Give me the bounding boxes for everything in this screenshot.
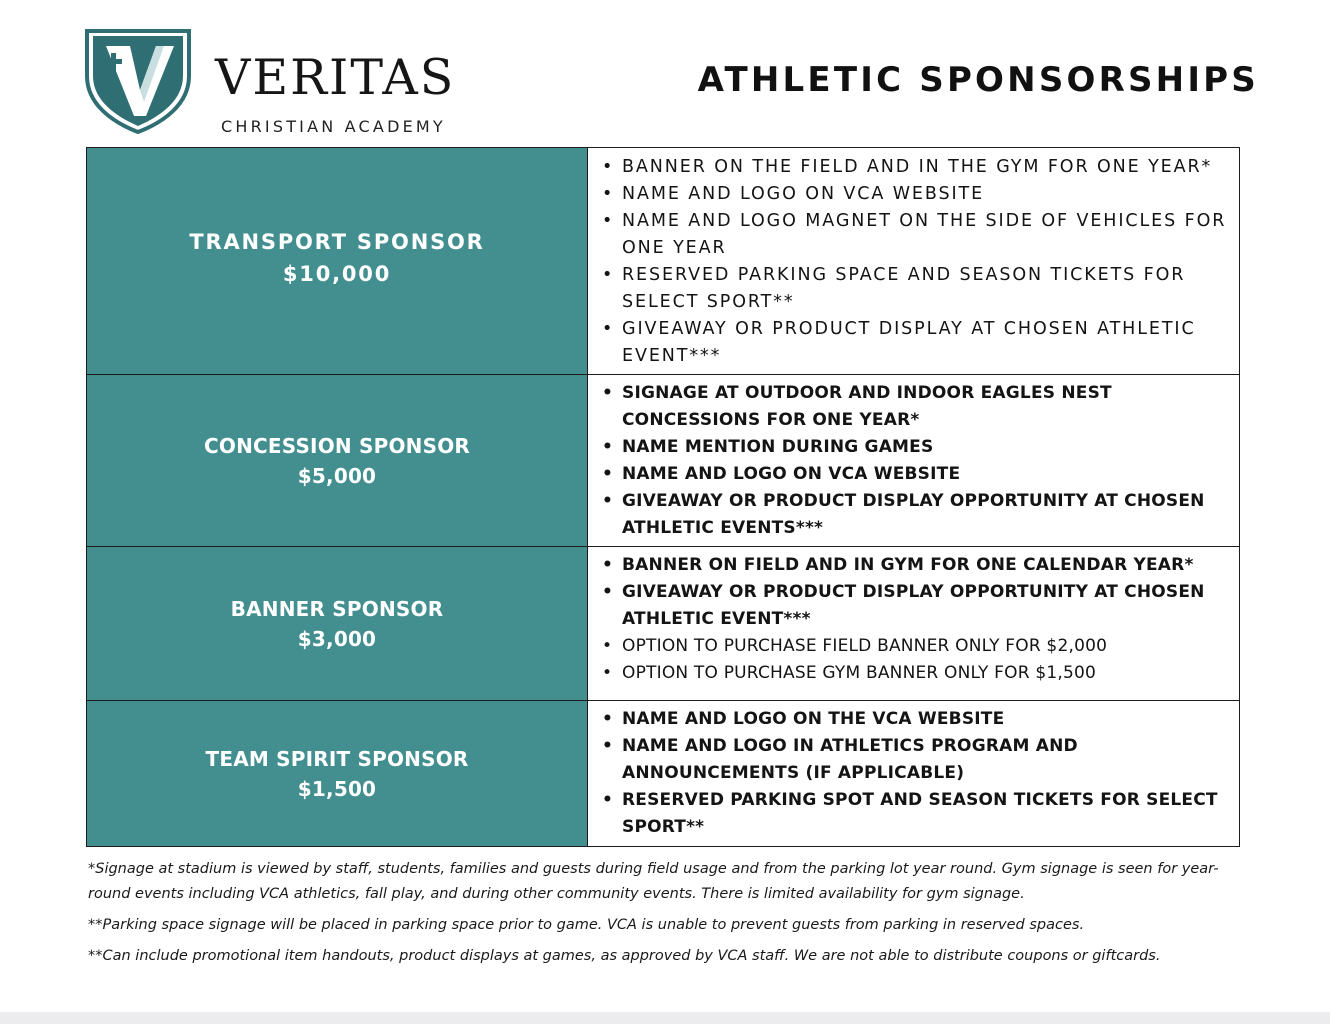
- tier-price: $10,000: [282, 262, 392, 286]
- benefit-item: • GIVEAWAY OR PRODUCT DISPLAY OPPORTUNITY AT CHOSEN ATHLETIC EVENT***: [600, 579, 1239, 633]
- table-row: [87, 375, 1240, 547]
- tier-name: TEAM SPIRIT SPONSOR: [205, 746, 469, 771]
- benefit-list: [600, 706, 1239, 841]
- tier-cell: [87, 547, 588, 701]
- footnote: *Signage at stadium is viewed by staff, students, families and guests during field usage and from the parking lot year round. Gym signage is seen for year-round events including VCA athletics, fall play, and during other community events. There is limited availability for gym signage.: [88, 861, 1219, 902]
- footnote: **Parking space signage will be placed in parking space prior to game. VCA is unable to prevent guests from parking in reserved spaces.: [88, 917, 1085, 933]
- tier-price: $1,500: [297, 776, 377, 801]
- tier-cell: [87, 148, 588, 375]
- benefits-cell: [588, 701, 1240, 847]
- benefit-item: • OPTION TO PURCHASE FIELD BANNER ONLY FOR $2,000: [600, 633, 1239, 660]
- sponsorship-table: [86, 147, 1240, 847]
- benefits-cell: [588, 375, 1240, 547]
- page-title: ATHLETIC SPONSORSHIPS: [697, 60, 1259, 100]
- benefit-item: • RESERVED PARKING SPOT AND SEASON TICKETS FOR SELECT SPORT**: [600, 787, 1239, 841]
- tier-name: TRANSPORT SPONSOR: [189, 230, 485, 254]
- benefit-item: • GIVEAWAY OR PRODUCT DISPLAY OPPORTUNITY AT CHOSEN ATHLETIC EVENTS***: [600, 488, 1239, 542]
- benefit-item: • NAME AND LOGO ON VCA WEBSITE: [600, 181, 1239, 208]
- footnote: **Can include promotional item handouts, product displays at games, as approved by VCA staff. We are not able to distribute coupons or giftcards.: [88, 948, 1161, 964]
- benefit-item: • SIGNAGE AT OUTDOOR AND INDOOR EAGLES NEST CONCESSIONS FOR ONE YEAR*: [600, 380, 1239, 434]
- school-logo: [84, 24, 484, 136]
- benefit-item: • BANNER ON FIELD AND IN GYM FOR ONE CALENDAR YEAR*: [600, 552, 1239, 579]
- brand-subtitle: CHRISTIAN ACADEMY: [221, 117, 446, 136]
- benefit-item: • NAME AND LOGO ON VCA WEBSITE: [600, 461, 1239, 488]
- benefit-item: • GIVEAWAY OR PRODUCT DISPLAY AT CHOSEN ATHLETIC EVENT***: [600, 316, 1239, 370]
- benefit-list: [600, 552, 1239, 687]
- shield-logo-icon: [84, 24, 192, 134]
- brand-name: VERITAS: [215, 49, 456, 106]
- footnotes: [88, 857, 1238, 975]
- tier-price: $3,000: [297, 626, 377, 651]
- table-row: [87, 547, 1240, 701]
- tier-cell: [87, 375, 588, 547]
- tier-name: BANNER SPONSOR: [230, 596, 444, 621]
- tier-price: $5,000: [297, 463, 377, 488]
- table-row: [87, 701, 1240, 847]
- benefits-cell: [588, 547, 1240, 701]
- table-row: [87, 148, 1240, 375]
- benefit-list: [600, 154, 1239, 370]
- benefit-item: • OPTION TO PURCHASE GYM BANNER ONLY FOR $1,500: [600, 660, 1239, 687]
- tier-name: CONCESSION SPONSOR: [203, 433, 471, 458]
- benefit-item: • NAME AND LOGO ON THE VCA WEBSITE: [600, 706, 1239, 733]
- benefit-item: • NAME AND LOGO IN ATHLETICS PROGRAM AND ANNOUNCEMENTS (IF APPLICABLE): [600, 733, 1239, 787]
- benefit-item: • NAME AND LOGO MAGNET ON THE SIDE OF VEHICLES FOR ONE YEAR: [600, 208, 1239, 262]
- benefit-item: • BANNER ON THE FIELD AND IN THE GYM FOR ONE YEAR*: [600, 154, 1239, 181]
- benefits-cell: [588, 148, 1240, 375]
- benefit-list: [600, 380, 1239, 542]
- benefit-item: • NAME MENTION DURING GAMES: [600, 434, 1239, 461]
- tier-cell: [87, 701, 588, 847]
- benefit-item: • RESERVED PARKING SPACE AND SEASON TICKETS FOR SELECT SPORT**: [600, 262, 1239, 316]
- page-bottom-edge: [0, 1012, 1330, 1024]
